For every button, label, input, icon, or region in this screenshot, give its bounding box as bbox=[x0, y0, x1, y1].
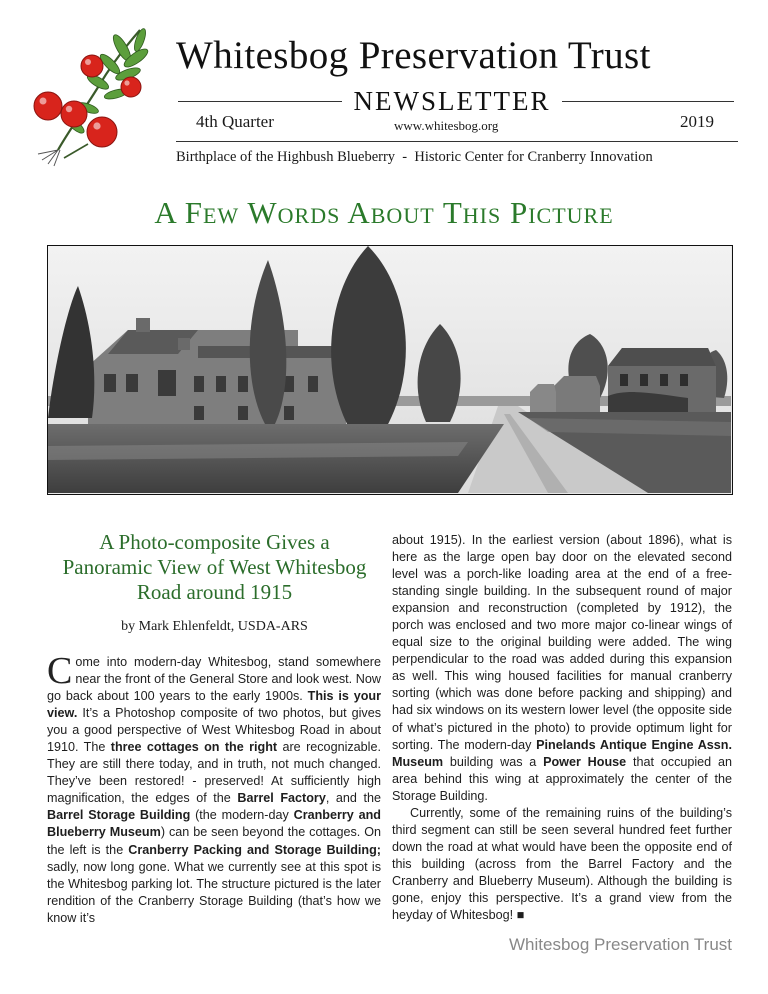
issue-year: 2019 bbox=[680, 112, 714, 131]
text-run: about 1915). In the earliest version (about 1896), what is here as the large open bay door on the elevated second level was a porch-like loading area at the end of a free-standing single building. In the subsequent round of major expansion and reconstruction (completed by 1912), the porch was enclosed and two more major co-linear wings of equal size to the original building were added. The wing perpendicular to the road was added during this expansion as well. This wing housed facilities for manual cranberry sorting (which was done before packing and shipping) and had six windows on its western lower level (the opposite side of what’s pictured in the photo) to provide optimum light for sorting. The modern-day bbox=[392, 533, 732, 752]
article-paragraph bbox=[392, 532, 732, 805]
text-run: sadly, now long gone. What we currently see at this spot is the Whitesbog parking lot. The structure pictured is the later rendition of the Cranberry Storage Building (that’s how we know it’s bbox=[47, 859, 381, 925]
article-paragraph: Currently, some of the remaining ruins of the building’s third segment can still be seen several hundred feet further down the road at what would have been the opposite end of this building (across from the Barrel Factory and the Cranberry and Blueberry Museum). Although the building is gone, enjoy this perspective. It’s a grand view from the heyday of Whitesbog! ■ bbox=[392, 805, 732, 923]
article-column-2 bbox=[392, 532, 732, 924]
bold-phrase: This is your view. bbox=[47, 689, 381, 721]
text-run: (the modern-day bbox=[190, 808, 294, 823]
issue-quarter: 4th Quarter bbox=[196, 112, 274, 131]
text-run: It’s a Photoshop composite of two photos, but gives you a good perspective of West Whitesbog Road in about 1910. The bbox=[47, 706, 381, 755]
text-run: ) can be seen beyond the cottages. On the left is the bbox=[47, 825, 381, 857]
bold-phrase: Cranberry Packing and Storage Building; bbox=[128, 842, 382, 857]
article-paragraph bbox=[47, 650, 382, 927]
article-byline: by Mark Ehlenfeldt, USDA-ARS bbox=[121, 619, 308, 634]
bold-phrase: three cottages on the right bbox=[110, 740, 278, 755]
article-title: A Photo-composite Gives a Panoramic View of West Whitesbog Road around 1915 bbox=[62, 530, 367, 604]
footer-org-name: Whitesbog Preservation Trust bbox=[509, 935, 732, 954]
newsletter-label: NEWSLETTER bbox=[353, 86, 551, 116]
article-column-1 bbox=[47, 650, 382, 927]
cranberry-sprig-icon bbox=[28, 22, 158, 170]
bold-phrase: Pinelands Antique Engine Assn. Museum bbox=[392, 737, 733, 769]
bold-phrase: Power House bbox=[543, 754, 627, 769]
text-run: that occupied an area behind this wing at approximately the center of the Storage Building. bbox=[392, 754, 732, 803]
rule-left bbox=[178, 101, 342, 102]
bold-phrase: Cranberry and Blueberry Museum bbox=[47, 808, 382, 840]
org-title: Whitesbog Preservation Trust bbox=[176, 34, 651, 77]
text-run: ome into modern-day Whitesbog, stand somewhere near the front of the General Store and look west. Now go back about 100 years to the early 1900s. bbox=[47, 655, 381, 704]
website-link[interactable]: www.whitesbog.org bbox=[394, 118, 499, 133]
text-run: are recognizable. They are still there today, and in truth, not much changed. They’ve been restored! - preserved! At sufficiently high magnification, the edges of the bbox=[47, 740, 381, 806]
rule-right bbox=[562, 101, 734, 102]
dropcap: C bbox=[47, 650, 73, 692]
bold-phrase: Barrel Factory bbox=[237, 791, 326, 806]
text-run: , and the bbox=[325, 791, 381, 806]
tagline: Birthplace of the Highbush Blueberry - Historic Center for Cranberry Innovation bbox=[176, 149, 653, 165]
text-run: building was a bbox=[443, 754, 544, 769]
bold-phrase: Barrel Storage Building bbox=[47, 808, 191, 823]
panoramic-photo bbox=[47, 245, 733, 495]
rule-masthead-bottom bbox=[176, 141, 738, 142]
page-headline: A Few Words About This Picture bbox=[154, 195, 614, 230]
